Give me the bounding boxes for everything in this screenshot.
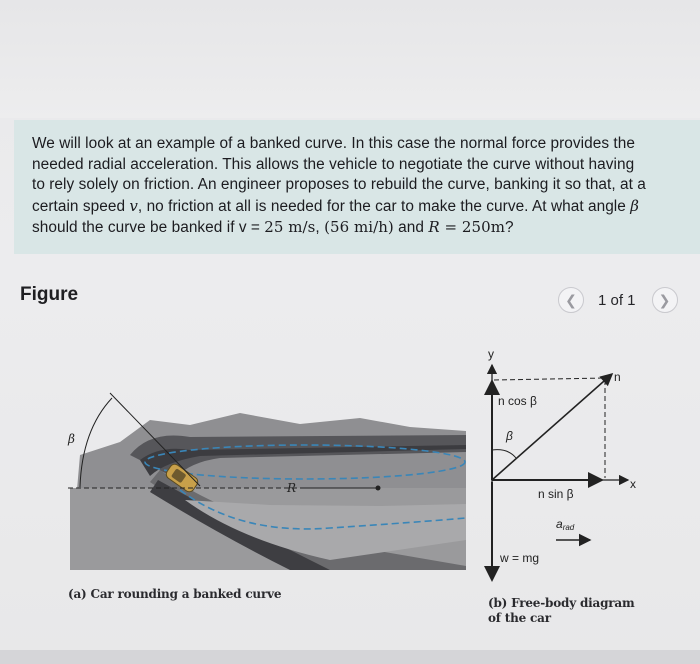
caption-a: (a) Car rounding a banked curve [68,587,282,601]
radius-value: = 250m [439,218,505,236]
prev-figure-button[interactable] [558,287,584,313]
banked-curve-illustration [68,393,466,570]
radius-label: R [287,481,297,495]
n-cos-beta-label: n cos β [498,394,537,408]
bottom-strip [0,650,700,664]
speed-value: 25 m/s [264,218,316,236]
next-figure-button[interactable] [652,287,678,313]
problem-line-4: certain speed v, no friction at all is needed for the car to make the curve. At what angle β [32,196,639,215]
problem-text [32,134,700,239]
chevron-right-icon: ❯ [658,291,671,308]
weight-label: w = mg [500,551,540,565]
problem-line-1: We will look at an example of a banked curve. In this case the normal force provides the [32,135,635,152]
figure-title: Figure [20,284,79,305]
figure-illustration [0,330,700,590]
speed-symbol: v [129,196,138,215]
y-axis-label: y [488,347,494,361]
caption-b: (b) Free-body diagram of the car [488,596,635,625]
radius-symbol: R [428,218,440,236]
radial-accel-label: arad [556,517,575,532]
pager-label: 1 of 1 [598,291,636,309]
problem-statement [14,120,700,254]
normal-force-label: n [614,370,621,384]
x-axis-label: x [630,477,636,491]
beta-label-a: β [68,432,75,446]
n-sin-beta-label: n sin β [538,487,574,501]
top-blank-area [0,0,700,118]
problem-line-2: needed radial acceleration. This allows the vehicle to negotiate the curve without having [32,155,635,173]
problem-line-5: should the curve be banked if v = 25 m/s, (56 mi/h) and R = 250m? [32,218,514,236]
beta-label-b: β [506,429,513,443]
chevron-left-icon: ❮ [565,291,577,308]
angle-symbol: β [630,196,639,215]
speed-mph: (56 mi/h) [324,218,394,236]
figure-pager [558,288,678,312]
problem-line-3: to rely solely on friction. An engineer proposes to rebuild the curve, banking it so that, at a [32,176,646,193]
